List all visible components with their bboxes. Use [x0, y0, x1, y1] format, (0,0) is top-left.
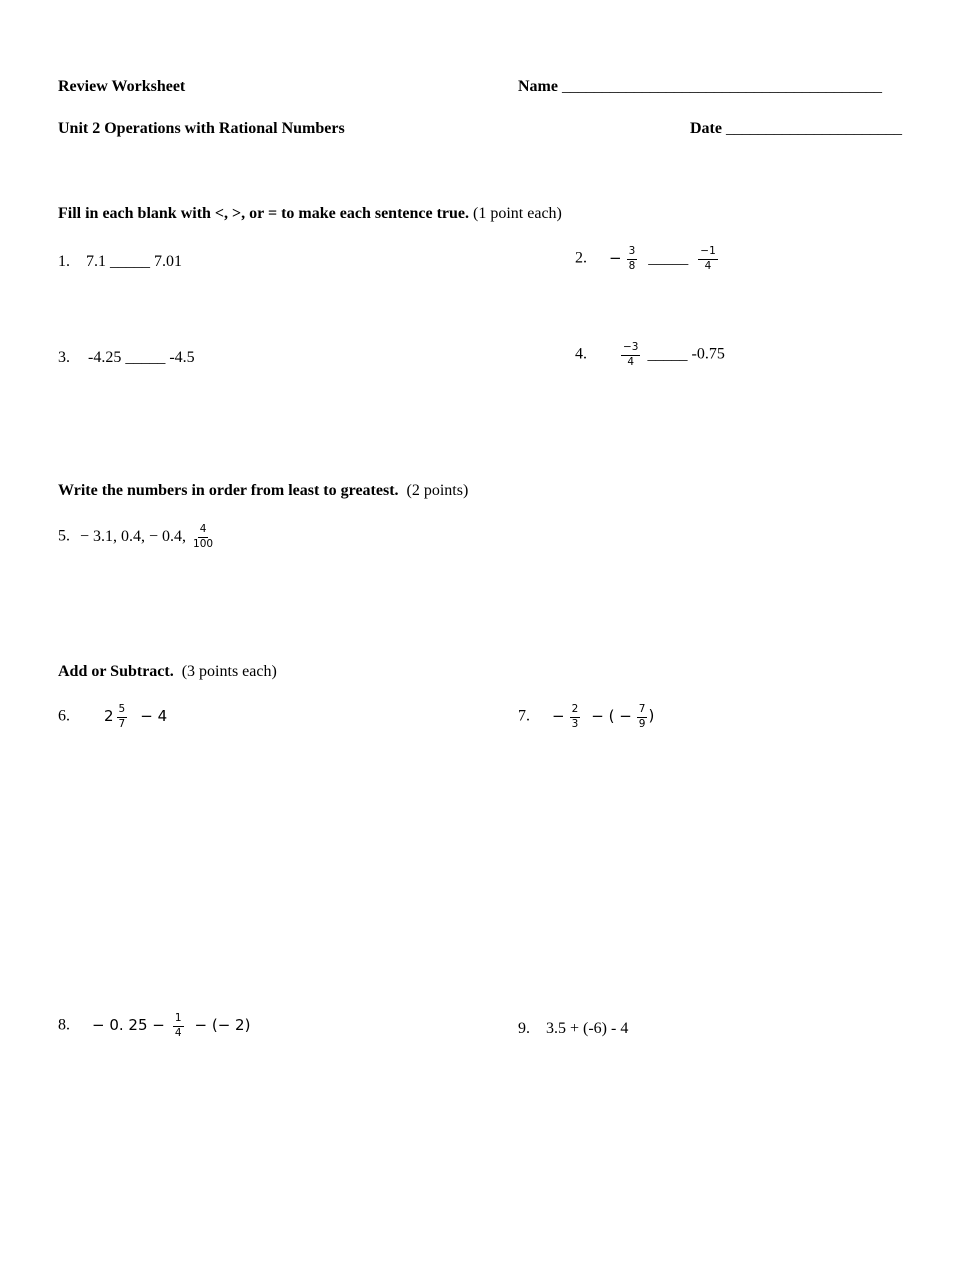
name-field[interactable] [518, 78, 882, 96]
q4-right: -0.75 [691, 345, 725, 363]
q7-f2-numerator: 7 [637, 704, 648, 718]
worksheet-title: Review Worksheet [58, 78, 186, 95]
q4-blank[interactable]: _____ [647, 345, 688, 363]
name-line: ________________________________________ [561, 78, 882, 95]
q8-numerator: 1 [173, 1013, 184, 1027]
date-line: ______________________ [725, 120, 902, 137]
q4-number: 4. [575, 345, 587, 363]
section1-instructions [58, 205, 562, 223]
q7-f2-denominator: 9 [638, 717, 646, 730]
q8-fraction [173, 1013, 184, 1039]
q8-rest: − (− 2) [194, 1015, 251, 1034]
q8-lead: − 0. 25 − [92, 1015, 165, 1034]
section1-heading: Fill in each blank with <, >, or = to make each sentence true. [58, 205, 470, 222]
q2-fraction-left [627, 246, 638, 272]
q7-number: 7. [518, 707, 530, 725]
q2-f1-denominator: 8 [628, 259, 636, 272]
q8-number: 8. [58, 1016, 70, 1034]
section3-points: (3 points each) [181, 663, 277, 680]
name-label: Name [518, 78, 558, 95]
q1-right: 7.01 [154, 253, 182, 270]
question-9 [518, 1020, 628, 1038]
q3-blank[interactable]: _____ [125, 349, 166, 366]
q4-numerator: −3 [621, 342, 640, 356]
q2-f2-denominator: 4 [704, 259, 712, 272]
unit-title: Unit 2 Operations with Rational Numbers [58, 120, 345, 137]
q9-expression: 3.5 + (-6) - 4 [546, 1020, 629, 1037]
q4-denominator: 4 [627, 355, 635, 368]
question-1 [58, 253, 182, 271]
q5-list: − 3.1, 0.4, − 0.4, [80, 527, 187, 545]
question-5 [58, 524, 216, 550]
q6-numerator: 5 [117, 704, 128, 718]
q3-number: 3. [58, 349, 70, 366]
q7-close: ) [648, 706, 655, 725]
q6-rest: − 4 [140, 706, 168, 725]
q2-number: 2. [575, 249, 587, 267]
question-8 [58, 1013, 250, 1039]
question-4 [575, 342, 725, 368]
q1-number: 1. [58, 253, 70, 270]
q1-left: 7.1 [86, 253, 106, 270]
q2-blank[interactable]: _____ [648, 249, 689, 267]
q1-blank[interactable]: _____ [110, 253, 150, 270]
section3-heading: Add or Subtract. [58, 663, 174, 680]
q5-fraction [191, 524, 215, 550]
q5-numerator: 4 [198, 524, 209, 538]
q6-denominator: 7 [118, 717, 126, 730]
question-6 [58, 704, 167, 730]
q5-denominator: 100 [193, 537, 214, 550]
q7-f1-numerator: 2 [570, 704, 581, 718]
q6-fraction [117, 704, 128, 730]
question-2 [575, 246, 719, 272]
section2-heading: Write the numbers in order from least to greatest. [58, 482, 399, 499]
q3-right: -4.5 [169, 349, 195, 366]
q8-denominator: 4 [174, 1026, 182, 1039]
section2-points: (2 points) [406, 482, 469, 499]
q4-fraction [621, 342, 640, 368]
q7-sign: − [552, 706, 565, 725]
question-3 [58, 349, 195, 367]
q7-fraction-2 [637, 704, 648, 730]
q3-left: -4.25 [88, 349, 122, 366]
section2-instructions [58, 482, 468, 500]
q9-number: 9. [518, 1020, 530, 1037]
q2-fraction-right [698, 246, 717, 272]
section1-points: (1 point each) [473, 205, 562, 222]
q7-fraction-1 [570, 704, 581, 730]
date-label: Date [690, 120, 722, 137]
q7-f1-denominator: 3 [571, 717, 579, 730]
q5-number: 5. [58, 527, 70, 545]
date-field[interactable] [690, 120, 902, 138]
q7-middle: − ( − [591, 706, 632, 725]
q2-f2-numerator: −1 [698, 246, 717, 260]
q2-sign: − [609, 248, 622, 267]
question-7 [518, 704, 654, 730]
q2-f1-numerator: 3 [627, 246, 638, 260]
q6-number: 6. [58, 707, 70, 725]
section3-instructions [58, 663, 277, 681]
q6-whole: 2 [104, 706, 114, 725]
